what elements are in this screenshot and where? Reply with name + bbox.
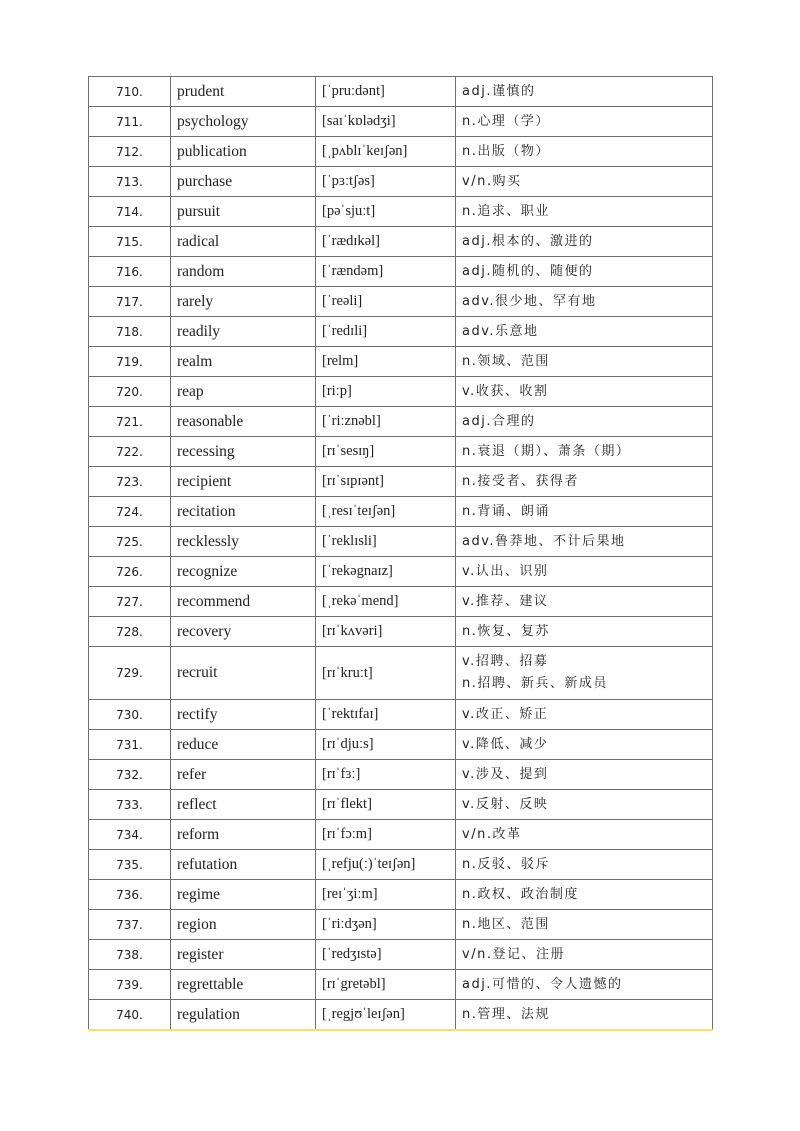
table-row: [89, 587, 713, 617]
definition-line: adv.很少地、罕有地: [462, 293, 597, 309]
entry-phonetic: [reɪˈʒiːm]: [316, 880, 456, 910]
entry-number: 713.: [89, 167, 171, 197]
entry-word: recipient: [171, 467, 316, 497]
entry-phonetic: [rɪˈfɜː]: [316, 760, 456, 790]
entry-word: rectify: [171, 700, 316, 730]
entry-phonetic: [ˌpʌblɪˈkeɪʃən]: [316, 137, 456, 167]
entry-definition: [456, 227, 713, 257]
table-row: [89, 617, 713, 647]
entry-word: recessing: [171, 437, 316, 467]
table-row: [89, 497, 713, 527]
entry-number: 733.: [89, 790, 171, 820]
definition-line: v.收获、收割: [462, 383, 549, 399]
entry-word: region: [171, 910, 316, 940]
definition-line: v.招聘、招募: [462, 654, 549, 669]
entry-definition: [456, 587, 713, 617]
entry-number: 717.: [89, 287, 171, 317]
table-row: [89, 197, 713, 227]
entry-phonetic: [ˈrektɪfaɪ]: [316, 700, 456, 730]
entry-phonetic: [rɪˈsesɪŋ]: [316, 437, 456, 467]
entry-definition: [456, 1000, 713, 1031]
entry-phonetic: [ˌrekəˈmend]: [316, 587, 456, 617]
definition-line: n.地区、范围: [462, 916, 550, 932]
entry-word: pursuit: [171, 197, 316, 227]
table-row: [89, 437, 713, 467]
entry-definition: [456, 107, 713, 137]
entry-word: purchase: [171, 167, 316, 197]
entry-number: 735.: [89, 850, 171, 880]
entry-phonetic: [ˈrekəgnaɪz]: [316, 557, 456, 587]
entry-word: recklessly: [171, 527, 316, 557]
entry-number: 736.: [89, 880, 171, 910]
definition-line: adj.合理的: [462, 413, 536, 429]
definition-line: n.反驳、驳斥: [462, 856, 550, 872]
entry-number: 740.: [89, 1000, 171, 1031]
definition-line: n.领域、范围: [462, 353, 550, 369]
table-row: [89, 347, 713, 377]
entry-phonetic: [ˈreəli]: [316, 287, 456, 317]
definition-line: n.背诵、朗诵: [462, 503, 550, 519]
entry-definition: [456, 970, 713, 1000]
entry-number: 725.: [89, 527, 171, 557]
entry-definition: [456, 647, 713, 700]
entry-number: 729.: [89, 647, 171, 700]
entry-number: 738.: [89, 940, 171, 970]
entry-phonetic: [ˌrefju(ː)ˈteɪʃən]: [316, 850, 456, 880]
entry-number: 737.: [89, 910, 171, 940]
entry-number: 723.: [89, 467, 171, 497]
entry-phonetic: [rɪˈsɪpɪənt]: [316, 467, 456, 497]
entry-definition: [456, 77, 713, 107]
entry-word: recruit: [171, 647, 316, 700]
entry-number: 716.: [89, 257, 171, 287]
entry-phonetic: [ˈredɪli]: [316, 317, 456, 347]
table-row: [89, 820, 713, 850]
entry-definition: [456, 317, 713, 347]
definition-line: adj.可惜的、令人遗憾的: [462, 976, 623, 992]
entry-phonetic: [pəˈsjuːt]: [316, 197, 456, 227]
entry-definition: [456, 497, 713, 527]
entry-number: 727.: [89, 587, 171, 617]
entry-phonetic: [ˈrædɪkəl]: [316, 227, 456, 257]
table-row: [89, 227, 713, 257]
entry-word: rarely: [171, 287, 316, 317]
table-row: [89, 527, 713, 557]
entry-word: reasonable: [171, 407, 316, 437]
definition-line: v.改正、矫正: [462, 706, 549, 722]
definition-line: n.接受者、获得者: [462, 473, 579, 489]
definition-line: v/n.购买: [462, 173, 522, 189]
entry-word: reflect: [171, 790, 316, 820]
entry-number: 721.: [89, 407, 171, 437]
entry-definition: [456, 760, 713, 790]
definition-line: v.降低、减少: [462, 736, 549, 752]
entry-word: reap: [171, 377, 316, 407]
entry-definition: [456, 850, 713, 880]
entry-definition: [456, 617, 713, 647]
entry-word: reduce: [171, 730, 316, 760]
entry-phonetic: [rɪˈdjuːs]: [316, 730, 456, 760]
table-row: [89, 790, 713, 820]
entry-phonetic: [saɪˈkɒlədʒi]: [316, 107, 456, 137]
entry-definition: [456, 347, 713, 377]
definition-line: adj.谨慎的: [462, 83, 536, 99]
entry-word: regulation: [171, 1000, 316, 1031]
definition-line: n.政权、政治制度: [462, 886, 579, 902]
table-row: [89, 730, 713, 760]
entry-number: 730.: [89, 700, 171, 730]
entry-phonetic: [ˈriːdʒən]: [316, 910, 456, 940]
entry-word: recognize: [171, 557, 316, 587]
entry-word: regime: [171, 880, 316, 910]
entry-number: 718.: [89, 317, 171, 347]
definition-line: adj.随机的、随便的: [462, 263, 594, 279]
table-row: [89, 257, 713, 287]
definition-line: n.衰退（期）、萧条（期）: [462, 443, 631, 459]
definition-line: v.推荐、建议: [462, 593, 549, 609]
entry-number: 726.: [89, 557, 171, 587]
table-row: [89, 377, 713, 407]
entry-number: 715.: [89, 227, 171, 257]
entry-number: 722.: [89, 437, 171, 467]
entry-word: refutation: [171, 850, 316, 880]
entry-phonetic: [rɪˈfɔːm]: [316, 820, 456, 850]
entry-number: 719.: [89, 347, 171, 377]
entry-word: psychology: [171, 107, 316, 137]
entry-word: regrettable: [171, 970, 316, 1000]
entry-phonetic: [rɪˈgretəbl]: [316, 970, 456, 1000]
entry-definition: [456, 197, 713, 227]
definition-line: n.恢复、复苏: [462, 623, 550, 639]
entry-number: 731.: [89, 730, 171, 760]
entry-number: 724.: [89, 497, 171, 527]
entry-definition: [456, 790, 713, 820]
entry-word: recitation: [171, 497, 316, 527]
entry-definition: [456, 257, 713, 287]
entry-definition: [456, 467, 713, 497]
definition-line: n.出版（物）: [462, 143, 550, 159]
table-row: [89, 137, 713, 167]
entry-definition: [456, 167, 713, 197]
table-row: [89, 970, 713, 1000]
entry-phonetic: [ˈreklɪsli]: [316, 527, 456, 557]
entry-definition: [456, 910, 713, 940]
table-row: [89, 287, 713, 317]
entry-definition: [456, 527, 713, 557]
table-row: [89, 700, 713, 730]
table-row: [89, 1000, 713, 1031]
definition-line: v.认出、识别: [462, 563, 549, 579]
vocabulary-table-body: [89, 77, 713, 1031]
entry-number: 732.: [89, 760, 171, 790]
table-row: [89, 940, 713, 970]
entry-phonetic: [ˈredʒɪstə]: [316, 940, 456, 970]
entry-phonetic: [ˈpruːdənt]: [316, 77, 456, 107]
entry-word: realm: [171, 347, 316, 377]
table-row: [89, 557, 713, 587]
entry-phonetic: [ˈrændəm]: [316, 257, 456, 287]
entry-phonetic: [ˌregjʊˈleɪʃən]: [316, 1000, 456, 1031]
entry-number: 712.: [89, 137, 171, 167]
definition-line: n.招聘、新兵、新成员: [462, 676, 608, 691]
entry-definition: [456, 557, 713, 587]
entry-definition: [456, 880, 713, 910]
entry-word: prudent: [171, 77, 316, 107]
entry-word: register: [171, 940, 316, 970]
vocabulary-table: [88, 76, 713, 1031]
entry-number: 720.: [89, 377, 171, 407]
definition-line: v/n.改革: [462, 826, 522, 842]
table-row: [89, 880, 713, 910]
entry-phonetic: [ˈriːznəbl]: [316, 407, 456, 437]
entry-word: refer: [171, 760, 316, 790]
definition-line: adj.根本的、激进的: [462, 233, 594, 249]
table-row: [89, 760, 713, 790]
definition-line: adv.鲁莽地、不计后果地: [462, 533, 626, 549]
table-row: [89, 77, 713, 107]
table-row: [89, 467, 713, 497]
entry-phonetic: [relm]: [316, 347, 456, 377]
definition-line: adv.乐意地: [462, 323, 539, 339]
entry-word: radical: [171, 227, 316, 257]
entry-definition: [456, 437, 713, 467]
entry-phonetic: [riːp]: [316, 377, 456, 407]
entry-definition: [456, 700, 713, 730]
entry-word: reform: [171, 820, 316, 850]
table-row: [89, 910, 713, 940]
entry-definition: [456, 137, 713, 167]
table-row: [89, 647, 713, 700]
table-row: [89, 407, 713, 437]
entry-definition: [456, 730, 713, 760]
definition-line: n.追求、职业: [462, 203, 550, 219]
definition-line: n.心理（学）: [462, 113, 550, 129]
entry-phonetic: [rɪˈkʌvəri]: [316, 617, 456, 647]
table-row: [89, 167, 713, 197]
entry-word: readily: [171, 317, 316, 347]
table-row: [89, 317, 713, 347]
table-row: [89, 107, 713, 137]
entry-definition: [456, 377, 713, 407]
entry-word: publication: [171, 137, 316, 167]
definition-line: n.管理、法规: [462, 1006, 550, 1022]
entry-definition: [456, 940, 713, 970]
definition-line: v.反射、反映: [462, 796, 549, 812]
entry-number: 711.: [89, 107, 171, 137]
entry-word: random: [171, 257, 316, 287]
entry-word: recommend: [171, 587, 316, 617]
entry-number: 714.: [89, 197, 171, 227]
entry-definition: [456, 820, 713, 850]
entry-phonetic: [rɪˈkruːt]: [316, 647, 456, 700]
entry-phonetic: [ˌresɪˈteɪʃən]: [316, 497, 456, 527]
table-row: [89, 850, 713, 880]
entry-phonetic: [rɪˈflekt]: [316, 790, 456, 820]
entry-number: 710.: [89, 77, 171, 107]
entry-number: 728.: [89, 617, 171, 647]
entry-number: 734.: [89, 820, 171, 850]
entry-number: 739.: [89, 970, 171, 1000]
entry-definition: [456, 287, 713, 317]
entry-word: recovery: [171, 617, 316, 647]
definition-line: v.涉及、提到: [462, 766, 549, 782]
entry-definition: [456, 407, 713, 437]
entry-phonetic: [ˈpɜːtʃəs]: [316, 167, 456, 197]
definition-line: v/n.登记、注册: [462, 946, 565, 962]
